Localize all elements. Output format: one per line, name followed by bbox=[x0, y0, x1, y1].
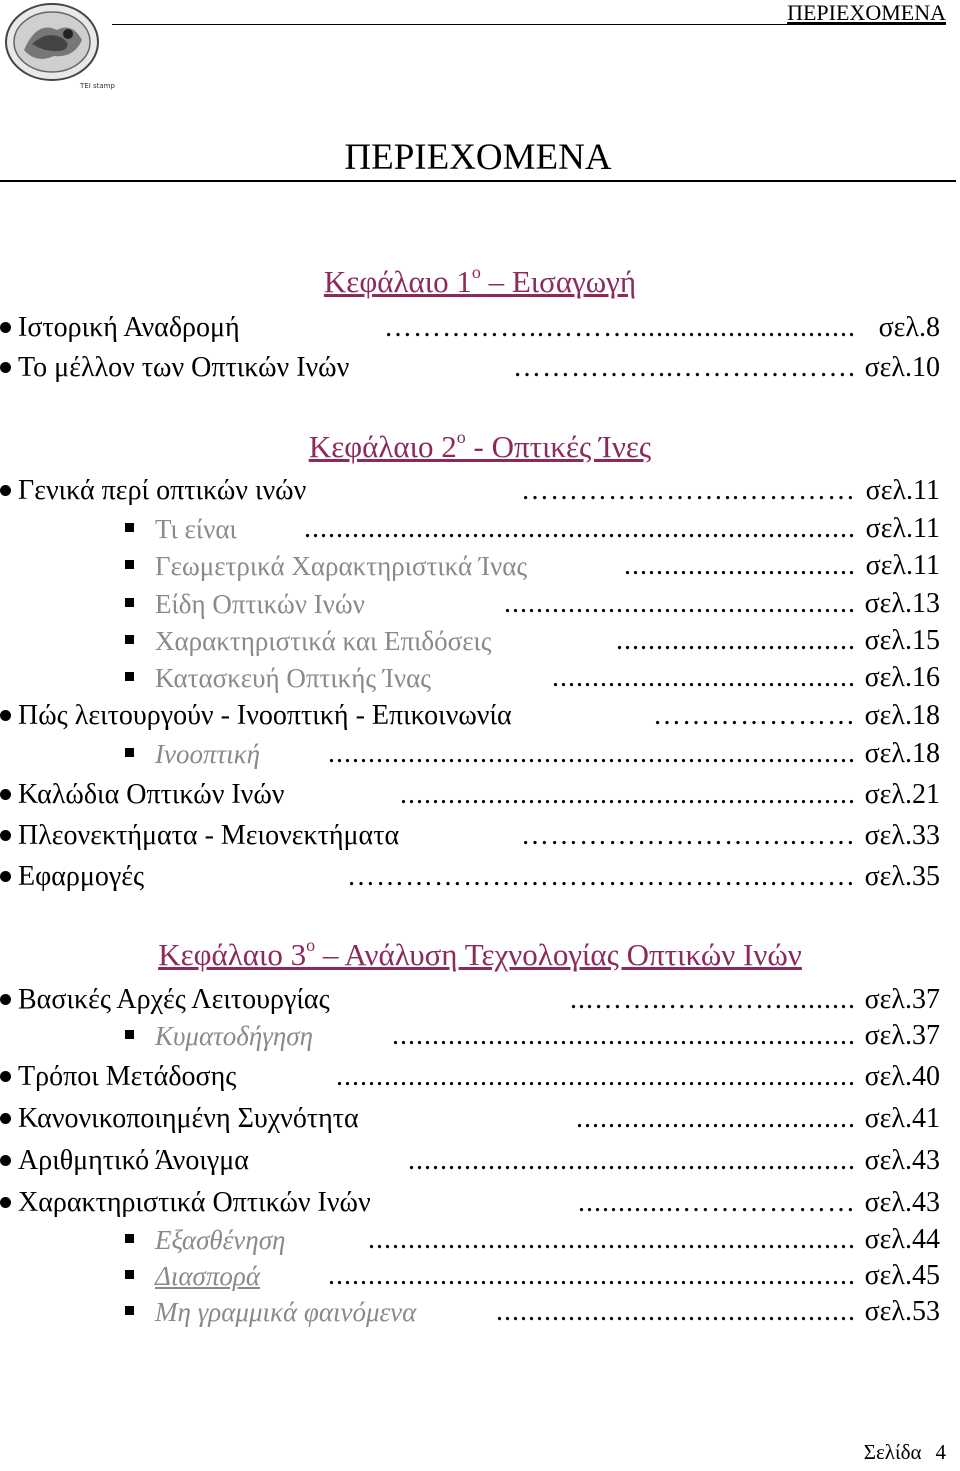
toc-entry-text: Αριθμητικό Άνοιγμα bbox=[18, 1145, 249, 1176]
toc-entry[interactable] bbox=[0, 980, 940, 1020]
toc-page-ref: σελ.18 bbox=[864, 700, 940, 731]
toc-page-ref: σελ.44 bbox=[864, 1224, 940, 1255]
toc-leader-dots: .......................................................... bbox=[392, 1020, 856, 1051]
square-bullet-icon bbox=[125, 672, 134, 681]
toc-subentry-text: Είδη Οπτικών Ινών bbox=[155, 589, 365, 619]
toc-leader-dots: ............................................. bbox=[496, 1296, 856, 1327]
chapter-heading-3: Κεφάλαιο $3^o$ – Ανάλυση Τεχνολογίας Οπτικών Ινών bbox=[158, 935, 802, 972]
toc-leader-dots: ......................................................... bbox=[400, 779, 856, 810]
toc-subentry-text: Κυματοδήγηση bbox=[155, 1021, 313, 1051]
toc-page-ref: σελ.37 bbox=[864, 1020, 940, 1051]
page-footer bbox=[864, 1440, 946, 1464]
toc-leader-dots: ……………..………............................ bbox=[384, 312, 856, 343]
toc-leader-dots: ................................................................. bbox=[336, 1061, 856, 1092]
toc-entry-text: Καλώδια Οπτικών Ινών bbox=[18, 779, 285, 810]
toc-subentry-text: Εξασθένηση bbox=[155, 1225, 286, 1255]
toc-page-ref: σελ.16 bbox=[864, 662, 940, 693]
toc-entry[interactable] bbox=[0, 1099, 940, 1139]
toc-subentry[interactable] bbox=[0, 1016, 940, 1056]
toc-leader-dots: ...……..…………......... bbox=[570, 984, 856, 1015]
toc-entry-text: Το μέλλον των Οπτικών Ινών bbox=[18, 352, 350, 383]
toc-entry[interactable] bbox=[0, 1057, 940, 1097]
toc-page-ref: σελ.11 bbox=[865, 475, 940, 506]
bullet-icon bbox=[0, 994, 11, 1005]
toc-subentry-text: Γεωμετρικά Χαρακτηριστικά Ίνας bbox=[155, 551, 528, 581]
toc-entry-text: Ιστορική Αναδρομή bbox=[18, 312, 240, 343]
bullet-icon bbox=[0, 1155, 11, 1166]
toc-entry[interactable] bbox=[0, 775, 940, 815]
toc-entry-text: Κανονικοποιημένη Συχνότητα bbox=[18, 1103, 359, 1134]
toc-page-ref: σελ.35 bbox=[864, 861, 940, 892]
toc-entry[interactable] bbox=[0, 816, 940, 856]
toc-page-ref: σελ.43 bbox=[864, 1187, 940, 1218]
chapter-heading-2: Κεφάλαιο $2^o$ - Οπτικές Ίνες bbox=[308, 427, 652, 464]
square-bullet-icon bbox=[125, 560, 134, 569]
toc-leader-dots: .............................. bbox=[616, 625, 856, 656]
bullet-icon bbox=[0, 789, 11, 800]
toc-page-ref: σελ.21 bbox=[864, 779, 940, 810]
toc-page-ref: σελ.40 bbox=[864, 1061, 940, 1092]
seal-stamp-text: TEI stamp bbox=[80, 82, 115, 90]
bullet-icon bbox=[0, 485, 11, 496]
toc-leader-dots: …………………..………… bbox=[521, 475, 856, 506]
toc-page-ref: σελ.45 bbox=[864, 1260, 940, 1291]
square-bullet-icon bbox=[125, 748, 134, 757]
bullet-icon bbox=[0, 830, 11, 841]
toc-leader-dots: ................................... bbox=[576, 1103, 856, 1134]
toc-entry-text: Εφαρμογές bbox=[18, 861, 145, 892]
toc-leader-dots: ………………… bbox=[653, 700, 856, 731]
toc-page-ref: σελ.37 bbox=[864, 984, 940, 1015]
toc-subentry[interactable] bbox=[0, 584, 940, 624]
toc-subentry[interactable] bbox=[0, 509, 940, 549]
toc-entry[interactable] bbox=[0, 857, 940, 897]
toc-subentry[interactable] bbox=[0, 621, 940, 661]
footer-page-number: 4 bbox=[935, 1440, 946, 1464]
page-title: ΠΕΡΙΕΧΟΜΕΝΑ bbox=[0, 136, 956, 182]
toc-leader-dots: ……………………………………..……… bbox=[347, 861, 856, 892]
toc-entry-text: Βασικές Αρχές Λειτουργίας bbox=[18, 984, 330, 1015]
bullet-icon bbox=[0, 871, 11, 882]
toc-entry[interactable] bbox=[0, 348, 940, 388]
toc-subentry-text: Ινοοπτική bbox=[155, 739, 261, 769]
toc-entry[interactable] bbox=[0, 1183, 940, 1223]
toc-subentry[interactable] bbox=[0, 1220, 940, 1260]
bullet-icon bbox=[0, 322, 11, 333]
running-header-title: ΠΕΡΙΕΧΟΜΕΝΑ bbox=[787, 0, 946, 25]
toc-entry[interactable] bbox=[0, 308, 940, 348]
bullet-icon bbox=[0, 710, 11, 721]
toc-leader-dots: ............................. bbox=[624, 550, 856, 581]
toc-subentry[interactable] bbox=[0, 1292, 940, 1332]
toc-leader-dots: ............................................................. bbox=[368, 1224, 856, 1255]
toc-leader-dots: .................................................................. bbox=[328, 1260, 856, 1291]
toc-leader-dots: ........................................................ bbox=[408, 1145, 856, 1176]
square-bullet-icon bbox=[125, 1030, 134, 1039]
toc-page-ref: σελ.8 bbox=[878, 312, 940, 343]
toc-leader-dots: ……………..………………. bbox=[513, 352, 856, 383]
toc-entry[interactable] bbox=[0, 1141, 940, 1181]
toc-entry-text: Πλεονεκτήματα - Μειονεκτήματα bbox=[18, 820, 400, 851]
toc-page-ref: σελ.41 bbox=[864, 1103, 940, 1134]
institution-seal-logo bbox=[2, 0, 115, 90]
toc-page-ref: σελ.18 bbox=[864, 738, 940, 769]
bullet-icon bbox=[0, 1071, 11, 1082]
bullet-icon bbox=[0, 362, 11, 373]
toc-subentry-text: Τι είναι bbox=[155, 514, 237, 544]
toc-entry-text: Χαρακτηριστικά Οπτικών Ινών bbox=[18, 1187, 371, 1218]
footer-page-label: Σελίδα bbox=[863, 1440, 922, 1464]
square-bullet-icon bbox=[125, 523, 134, 532]
toc-entry-text: Τρόποι Μετάδοσης bbox=[18, 1061, 237, 1092]
toc-subentry[interactable] bbox=[0, 1256, 940, 1296]
toc-subentry-text: Μη γραμμικά φαινόμενα bbox=[155, 1297, 417, 1327]
toc-subentry[interactable] bbox=[0, 546, 940, 586]
toc-entry[interactable] bbox=[0, 696, 940, 736]
toc-leader-dots: ...................................... bbox=[552, 662, 856, 693]
toc-subentry-text: Κατασκευή Οπτικής Ίνας bbox=[155, 663, 431, 693]
toc-leader-dots: .............……………… bbox=[578, 1187, 856, 1218]
toc-subentry-text: Χαρακτηριστικά και Επιδόσεις bbox=[155, 626, 492, 656]
bullet-icon bbox=[0, 1197, 11, 1208]
toc-entry[interactable] bbox=[0, 471, 940, 511]
running-header bbox=[112, 2, 946, 25]
chapter-heading-1: Κεφάλαιο $1^o$ – Εισαγωγή bbox=[323, 262, 637, 299]
toc-page-ref: σελ.13 bbox=[864, 588, 940, 619]
toc-subentry[interactable] bbox=[0, 658, 940, 698]
toc-page-ref: σελ.43 bbox=[864, 1145, 940, 1176]
square-bullet-icon bbox=[125, 1270, 134, 1279]
square-bullet-icon bbox=[125, 1306, 134, 1315]
toc-entry-text: Γενικά περί οπτικών ινών bbox=[18, 475, 307, 506]
toc-page-ref: σελ.53 bbox=[864, 1296, 940, 1327]
toc-subentry-text: Διασπορά bbox=[155, 1261, 260, 1291]
toc-page-ref: σελ.15 bbox=[864, 625, 940, 656]
toc-leader-dots: .................................................................. bbox=[328, 738, 856, 769]
toc-subentry[interactable] bbox=[0, 734, 940, 774]
toc-leader-dots: ………………………..…… bbox=[521, 820, 856, 851]
bullet-icon bbox=[0, 1113, 11, 1124]
toc-page-ref: σελ.10 bbox=[864, 352, 940, 383]
toc-leader-dots: ............................................ bbox=[504, 588, 856, 619]
square-bullet-icon bbox=[125, 598, 134, 607]
toc-page-ref: σελ.11 bbox=[865, 550, 940, 581]
toc-leader-dots: ..................................................................... bbox=[304, 513, 856, 544]
toc-page-ref: σελ.33 bbox=[864, 820, 940, 851]
square-bullet-icon bbox=[125, 1234, 134, 1243]
toc-entry-text: Πώς λειτουργούν - Ινοοπτική - Επικοινωνία bbox=[18, 700, 512, 731]
square-bullet-icon bbox=[125, 635, 134, 644]
toc-page-ref: σελ.11 bbox=[865, 513, 940, 544]
